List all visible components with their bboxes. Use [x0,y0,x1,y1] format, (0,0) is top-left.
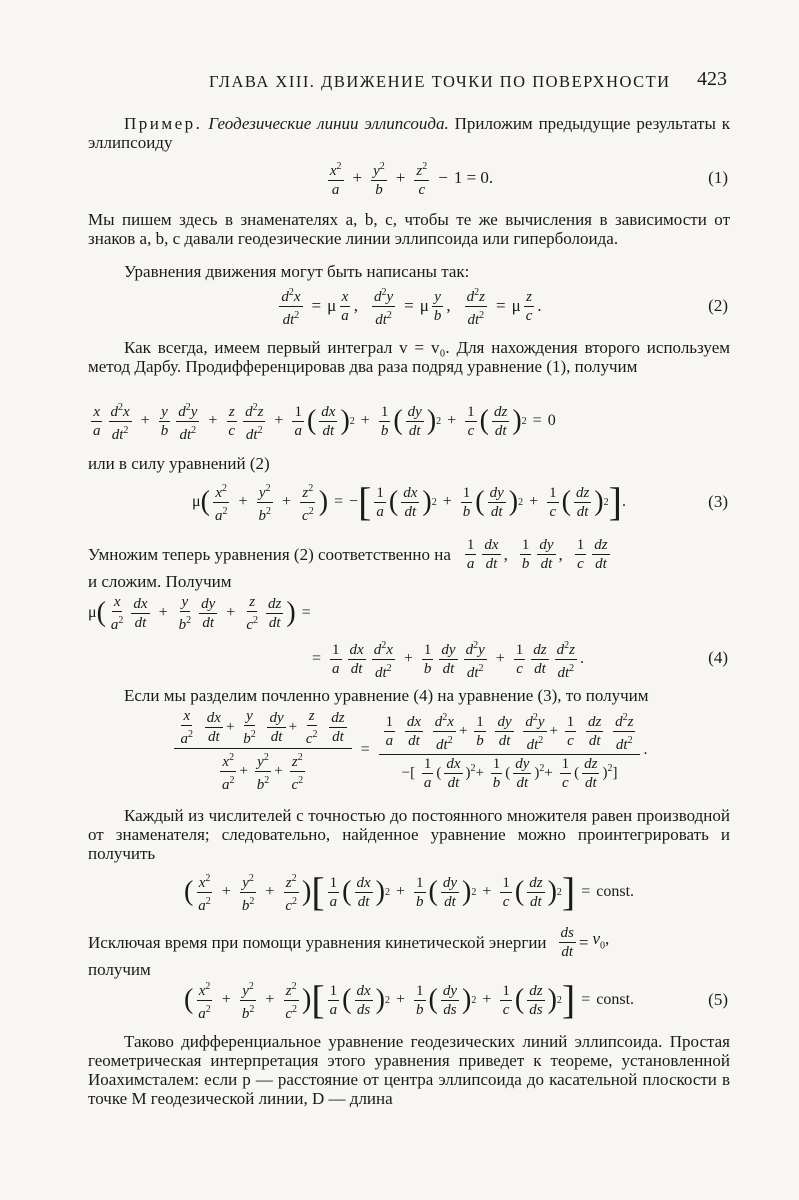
page-number: 423 [697,68,727,90]
multiply-text: Умножим теперь уравнения (2) соответственно на [88,544,451,564]
chapter-title: ГЛАВА XIII. ДВИЖЕНИЕ ТОЧКИ ПО ПОВЕРХНОСТИ [209,72,671,91]
example-label: Пример. [124,114,203,133]
example-intro-text: Приложим предыдущие результаты к эллипсоиду [88,114,730,152]
paragraph-divide: Если мы разделим почленно уравнение (4) на уравнение (3), то получим [124,686,649,705]
example-title: Геодезические линии эллипсоида. [208,114,449,133]
equation-number-5: (5) [708,990,728,1009]
paragraph-multiply: Умножим теперь уравнения (2) соответственно на 1 a dx dt , 1 b dy dt , 1 c dz dt [88,536,608,572]
running-header [125,70,727,98]
equation-4-rhs: = $\frac{1}{a}$ dx dt $d^2x$ $dt^2$ + $\frac{1}{b}$ dy dt $d^2y$ $dt^2$ + $\frac{1}{c}$ dz dt $d^2z$ $dt^2$ . (4) [88,636,730,682]
paragraph-motion-equations: Уравнения движения могут быть написаны так: [124,262,470,281]
paragraph-get: получим [88,960,151,979]
paragraph-numerators: Каждый из числителей с точностью до постоянного множителя равен производной от знаменателя; следовательно, найденное уравнение можно проинтегрировать и получить [88,806,730,863]
equation-1: $x^2$ a + $\frac{y^2}{b}$ + $\frac{z^2}{c}$ − 1 = 0. (1) [88,156,730,200]
paragraph-by-equations-2: или в силу уравнений (2) [88,454,270,473]
equation-4-lhs: μ ( x $a^2$ dx dt + $\frac{y}{b^2}$ dy dt + $\frac{z}{c^2}$ dz dt ) = [88,593,311,633]
equation-differentiated: x a $d^2x$ $dt^2$ + $\frac{y}{b}$ $d^2y$ $dt^2$ + $\frac{z}{c}$ $d^2z$ $dt^2$ + $\frac{1}{a}$ ( dx dt ) 2 + $\frac{1}{b}$ ( dy dt ) 2 + $\frac{1}{c}$ ( dz dt ) 2 = 0 [88,398,730,444]
equation-ratio: $\frac{x}{a^2}$ $\frac{dx}{dt}$ + $\frac{y}{b^2}$ $\frac{dy}{dt}$ + $\frac{z}{c^2}$ $\frac{dz}{dt}$ $\frac{x^2}{a^2}$ + $\frac{y^2}{b^2}$ + $\frac{z^2}{c^2}$ = $\frac{1}{a}$ $\frac{dx}{dt}$ $\frac{d^2x}{dt^2}$ + $\frac{1}{b}$ $\frac{dy}{dt}$ $\frac{d^2y}{dt^2}$ + $\frac{1}{c}$ $\frac{dz}{dt}$ $\frac{d^2z}{dt^2}$ −[ $\frac{1}{a}$ ( $\frac{dx}{dt}$ )$^2$+ $\frac{1}{b}$ ( $\frac{dy}{dt}$ )$^2$+ $\frac{1}{c}$ ( $\frac{dz}{dt}$ )$^2$] . [88,710,730,790]
paragraph-darboux: Как всегда, имеем первый интеграл v = v₀. Для нахождения второго используем метод Дарбу. Продифференцировав два раза подряд уравнение (1), получим [88,338,730,376]
paragraph-and-add: и сложим. Получим [88,572,232,591]
paragraph-joachimsthal: Таково дифференциальное уравнение геодезических линий эллипсоида. Простая геометрическая интерпретация этого уравнения приведет к теореме, установленной Иоахимсталем: если p — расстояние от центра эллипсоида до касательной плоскости в точке M геодезической линии, D — длина [88,1032,730,1108]
eliminate-time-text: Исключая время при помощи уравнения кинетической энергии [88,932,547,952]
equation-const-dt: ( $x^2$ $a^2$ + $\frac{y^2}{b^2}$ + $\frac{z^2}{c^2}$ ) [ 1 a ( dx dt ) 2 + $\frac{1}{b}$ ( dy dt ) 2 + $\frac{1}{c}$ ( dz dt ) 2 ] = const. [183,869,635,914]
equation-5: ( $x^2$ $a^2$ + $\frac{y^2}{b^2}$ + $\frac{z^2}{c^2}$ ) [ 1 a ( dx ds ) 2 + $\frac{1}{b}$ ( dy ds ) 2 + $\frac{1}{c}$ ( dz ds ) 2 ] = const. (5) [183,977,728,1022]
paragraph-eliminate-time: Исключая время при помощи уравнения кинетической энергии $\frac{ds}{dt}$ = $v_0$, [88,924,610,960]
equation-3: μ ( $x^2$ $a^2$ + $\frac{y^2}{b^2}$ + $\frac{z^2}{c^2}$ ) = − [ 1 a ( dx dt ) 2 + $\frac{1}{b}$ ( dy dt ) 2 + $\frac{1}{c}$ ( dz dt ) 2 ] . (3) [192,479,728,524]
paragraph-denominators: Мы пишем здесь в знаменателях a, b, c, чтобы те же вычисления в зависимости от знаков a, b, c давали геодезические линии эллипсоида или гиперболоида. [88,210,730,248]
equation-number-3: (3) [708,492,728,511]
paragraph-example-intro [88,114,730,152]
equation-2: $\frac{d^2x}{dt^2}$ = μ x a , $\frac{d^2y}{dt^2}$ = μ y b , $\frac{d^2z}{dt^2}$ = μ z c . (2) [88,284,730,328]
equation-number-4: (4) [708,648,728,667]
const-label-1: const. [596,883,635,900]
equation-number-1: (1) [708,168,728,187]
const-label-2: const. [596,991,635,1008]
equation-number-2: (2) [708,296,728,315]
